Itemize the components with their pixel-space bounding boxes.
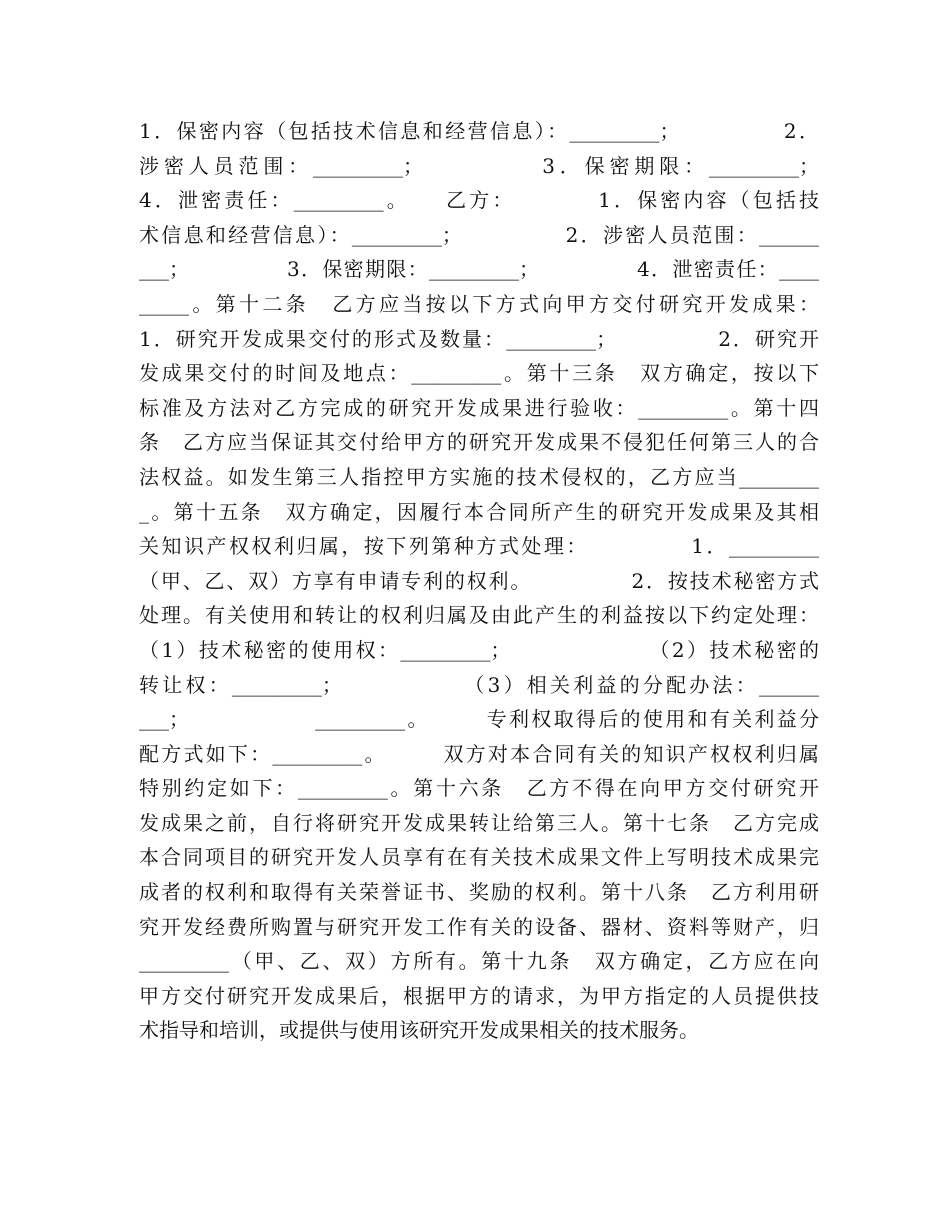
text-line: 关知识产权权利归属，按下列第种方式处理： 1．_________ (139, 534, 819, 559)
text-line: 处理。有关使用和转让的权利归属及由此产生的利益按以下约定处理： (139, 603, 819, 628)
text-line: 转让权：_________； （3）相关利益的分配办法：______ (139, 672, 819, 697)
text-line: _____。第十二条 乙方应当按以下方式向甲方交付研究开发成果： (139, 291, 819, 316)
text-line: （甲、乙、双）方享有申请专利的权利。 2．按技术秘密方式 (139, 568, 819, 593)
text-line: 配方式如下：_________。 双方对本合同有关的知识产权权利归属 (139, 741, 819, 766)
text-line: 本合同项目的研究开发人员享有在有关技术成果文件上写明技术成果完 (139, 845, 819, 870)
text-line: 涉密人员范围：_________； 3．保密期限：_________； (139, 153, 819, 178)
text-line: ___； 3．保密期限：_________； 4．泄密责任：____ (139, 257, 819, 282)
text-line: 究开发经费所购置与研究开发工作有关的设备、器材、资料等财产，归 (139, 914, 819, 939)
text-line: 1．保密内容（包括技术信息和经营信息）：_________； 2． (139, 119, 819, 143)
text-line: 法权益。如发生第三人指控甲方实施的技术侵权的，乙方应当________ (139, 464, 819, 489)
text-line: 特别约定如下：_________。第十六条 乙方不得在向甲方交付研究开 (139, 776, 819, 801)
contract-body-text (139, 114, 819, 1048)
text-line: _________（甲、乙、双）方所有。第十九条 双方确定，乙方应在向 (139, 949, 819, 974)
text-line: 1．研究开发成果交付的形式及数量：_________； 2．研究开 (139, 326, 819, 351)
text-line: 发成果之前，自行将研究开发成果转让给第三人。第十七条 乙方完成 (139, 810, 819, 835)
text-line: 甲方交付研究开发成果后，根据甲方的请求，为甲方指定的人员提供技 (139, 983, 819, 1008)
text-line: 发成果交付的时间及地点：_________。第十三条 双方确定，按以下 (139, 361, 819, 386)
text-line: 术指导和培训，或提供与使用该研究开发成果相关的技术服务。 (139, 1018, 699, 1043)
text-line: 4．泄密责任：_________。 乙方： 1．保密内容（包括技 (139, 188, 819, 213)
text-line: ___； _________。 专利权取得后的使用和有关利益分 (139, 707, 819, 732)
text-line: 标准及方法对乙方完成的研究开发成果进行验收：_________。第十四 (139, 395, 819, 420)
text-line: 术信息和经营信息）：_________； 2．涉密人员范围：______ (139, 222, 819, 247)
text-line: 条 乙方应当保证其交付给甲方的研究开发成果不侵犯任何第三人的合 (139, 430, 819, 455)
text-line: （1）技术秘密的使用权：_________； （2）技术秘密的 (139, 637, 819, 662)
text-line: 成者的权利和取得有关荣誉证书、奖励的权利。第十八条 乙方利用研 (139, 880, 819, 905)
text-line: _。第十五条 双方确定，因履行本合同所产生的研究开发成果及其相 (139, 499, 819, 524)
